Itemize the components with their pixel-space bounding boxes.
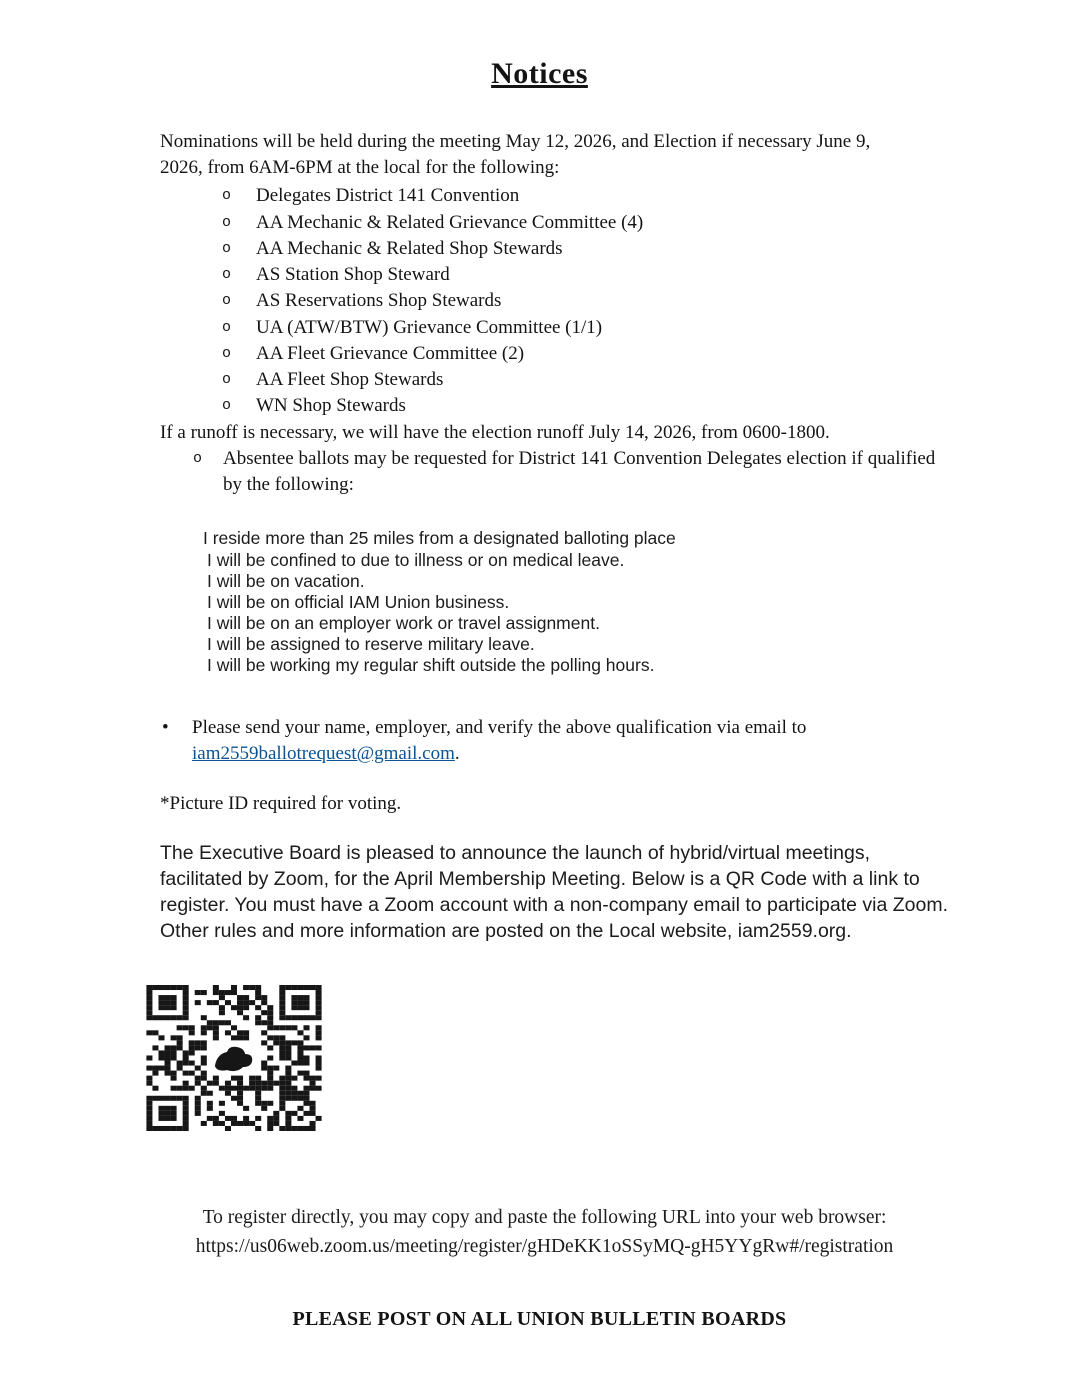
register-block <box>100 1203 989 1262</box>
qualification-line: I will be on vacation. <box>207 570 365 591</box>
circle-bullet: o <box>222 371 232 389</box>
qr-code-graphic <box>146 985 322 1131</box>
circle-bullet: o <box>222 213 232 231</box>
email-link[interactable]: iam2559ballotrequest@gmail.com <box>192 742 455 764</box>
position-label: WN Shop Stewards <box>256 395 406 417</box>
list-item <box>160 236 989 262</box>
circle-bullet: o <box>222 187 232 205</box>
qualification-line: I reside more than 25 miles from a designated balloting place <box>203 528 676 549</box>
qualification-line: I will be working my regular shift outside the polling hours. <box>207 655 655 676</box>
list-item <box>160 341 989 367</box>
position-label: AA Fleet Shop Stewards <box>256 369 444 391</box>
position-label: AA Mechanic & Related Shop Stewards <box>256 237 563 259</box>
page-title: Notices <box>491 57 588 90</box>
circle-bullet: o <box>222 344 232 362</box>
absentee-intro-text: Absentee ballots may be requested for District 141 Convention Delegates election if qualified by the following: <box>223 447 936 496</box>
circle-bullet: o <box>222 239 232 257</box>
qualification-line: I will be assigned to reserve military leave. <box>207 634 535 655</box>
qualification-line: I will be on an employer work or travel assignment. <box>207 613 600 634</box>
runoff-paragraph: If a runoff is necessary, we will have the election runoff July 14, 2026, from 0600-1800. <box>160 421 830 443</box>
positions-list <box>160 183 989 419</box>
position-label: AA Fleet Grievance Committee (2) <box>256 342 525 364</box>
position-label: AA Mechanic & Related Grievance Committee (4) <box>256 211 644 233</box>
absentee-item <box>160 446 950 498</box>
position-label: AS Reservations Shop Stewards <box>256 290 502 312</box>
footer-notice: PLEASE POST ON ALL UNION BULLETIN BOARDS <box>292 1308 787 1330</box>
list-item <box>160 288 989 314</box>
dot-bullet: • <box>162 716 169 738</box>
document-body <box>0 129 1079 1261</box>
circle-bullet: o <box>222 266 232 284</box>
list-item <box>160 393 989 419</box>
list-item <box>160 183 989 209</box>
email-prefix-text: Please send your name, employer, and verify the above qualification via email to <box>192 716 807 738</box>
nominations-intro-paragraph: Nominations will be held during the meeting May 12, 2026, and Election if necessary June 9, 2026, from 6AM-6PM at the local for the following: <box>160 131 871 179</box>
picture-id-note: *Picture ID required for voting. <box>160 792 402 814</box>
zoom-announcement-paragraph: The Executive Board is pleased to announce the launch of hybrid/virtual meetings, facilitated by Zoom, for the April Membership Meeting. Below is a QR Code with a link to register. You must have a Zoom account with a non-company email to participate via Zoom. Other rules and more information are posted on the Local website, iam2559.org. <box>160 842 948 942</box>
register-url: https://us06web.zoom.us/meeting/register/gHDeKK1oSSyMQ-gH5YYgRw#/registration <box>195 1236 894 1258</box>
position-label: Delegates District 141 Convention <box>256 185 520 207</box>
list-item <box>160 315 989 341</box>
circle-bullet: o <box>193 449 203 467</box>
qr-code-image <box>146 985 322 1131</box>
email-instruction-text <box>192 715 867 767</box>
list-item <box>160 262 989 288</box>
qualification-line: I will be on official IAM Union business. <box>207 591 510 612</box>
qualifications-list <box>160 528 989 676</box>
qualification-line: I will be confined to due to illness or on medical leave. <box>207 549 625 570</box>
email-suffix-text: . <box>454 742 460 764</box>
list-item <box>160 210 989 236</box>
email-instruction <box>160 715 880 767</box>
circle-bullet: o <box>222 292 232 310</box>
circle-bullet: o <box>222 318 232 336</box>
circle-bullet: o <box>222 397 232 415</box>
position-label: AS Station Shop Steward <box>256 264 450 286</box>
register-instruction: To register directly, you may copy and paste the following URL into your web browser: <box>202 1206 887 1228</box>
position-label: UA (ATW/BTW) Grievance Committee (1/1) <box>256 316 603 338</box>
list-item <box>160 367 989 393</box>
